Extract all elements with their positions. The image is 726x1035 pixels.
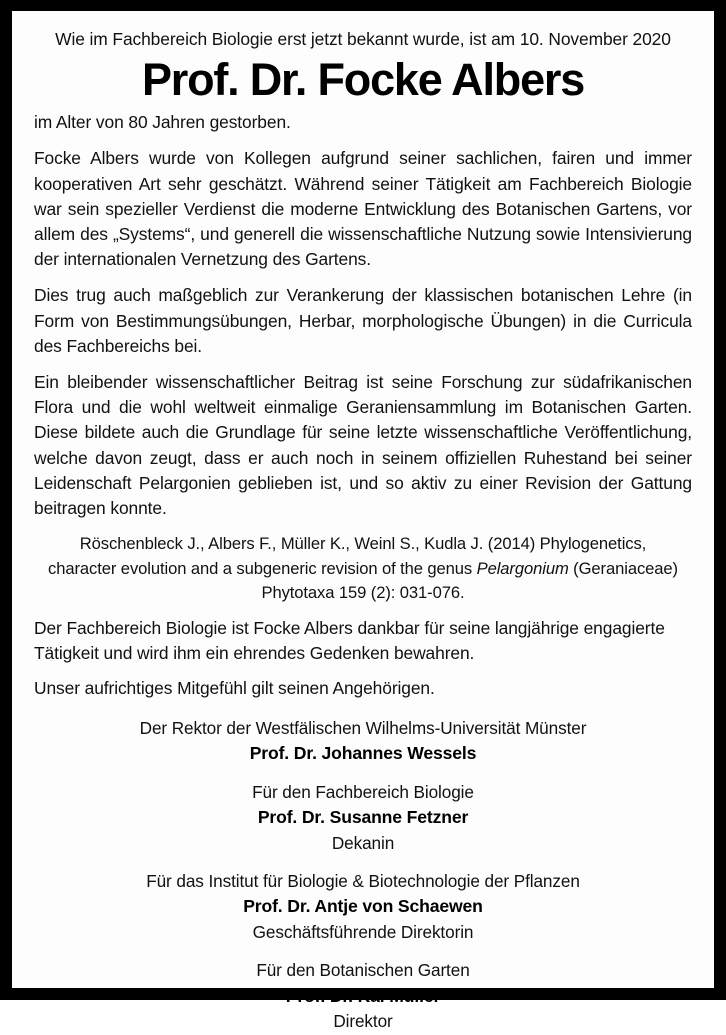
age-of-death-line: im Alter von 80 Jahren gestorben. — [34, 112, 291, 133]
signature-organization: Für den Fachbereich Biologie — [252, 781, 474, 802]
signature-role: Geschäftsführende Direktorin — [252, 922, 474, 943]
obituary-notice — [12, 11, 714, 1032]
condolence-paragraph: Unser aufrichtiges Mitgefühl gilt seinen Angehörigen. — [34, 678, 435, 699]
signature-person: Prof. Dr. Susanne Fetzner — [257, 807, 469, 828]
signature-block-biology-department — [34, 780, 692, 856]
citation-genus-name: Pelargonium — [476, 558, 569, 578]
signature-block-botanical-garden — [34, 958, 692, 1034]
tribute-paragraph: Ein bleibender wissenschaftlicher Beitrag ist seine Forschung zur südafrikanischen Flora und die wohl weltweit einmalige Geraniensammlung im Botanischen Garten. Diese bildete auch die Grundlage für seine letzte wissenschaftliche Veröffentlichung, welche davon zeugt, dass er auch noch in seinem offiziellen Ruhestand bei seiner Leidenschaft Pelargonien geblieben ist, und so aktiv zu einer Revision der Gattung beitragen konnte. — [34, 372, 692, 519]
gratitude-paragraph: Der Fachbereich Biologie ist Focke Albers dankbar für seine langjährige engagierte Tätigkeit und wird ihm ein ehrendes Gedenken bewahren. — [34, 618, 665, 664]
signature-block-plant-biotechnology-institute — [34, 869, 692, 945]
signature-role: Dekanin — [331, 832, 395, 853]
citation-authors-title: Röschenbleck J., Albers F., Müller K., Weinl S., Kudla J. (2014) Phylogenetics, character evolution and a subgeneric revision of the genus — [48, 534, 647, 578]
signature-organization: Für den Botanischen Garten — [256, 960, 470, 981]
publication-citation — [48, 532, 678, 606]
signature-organization: Für das Institut für Biologie & Biotechnologie der Pflanzen — [146, 871, 580, 892]
tribute-paragraph: Focke Albers wurde von Kollegen aufgrund seiner sachlichen, fairen und immer kooperativen Art sehr geschätzt. Während seiner Tätigkeit am Fachbereich Biologie war sein spezieller Verdienst die moderne Entwicklung des Botanischen Gartens, vor allem des „Systems“, und generell die wissenschaftliche Nutzung sowie Intensivierung der internationalen Vernetzung des Gartens. — [34, 148, 692, 270]
signature-person: Prof. Dr. Johannes Wessels — [249, 743, 477, 764]
deceased-name: Prof. Dr. Focke Albers — [141, 54, 585, 106]
citation-journal-reference: (Geraniaceae) Phytotaxa 159 (2): 031-076. — [261, 558, 678, 603]
signature-person: Prof. Dr. Kai Müller — [285, 985, 441, 1006]
signature-role: Direktor — [333, 1011, 393, 1032]
signature-person: Prof. Dr. Antje von Schaewen — [243, 896, 483, 917]
tribute-paragraph: Dies trug auch maßgeblich zur Verankerung der klassischen botanischen Lehre (in Form von Bestimmungsübungen, Herbar, morphologische Übungen) in die Curricula des Fachbereichs bei. — [34, 285, 692, 356]
signature-organization: Der Rektor der Westfälischen Wilhelms-Universität Münster — [139, 717, 587, 738]
announcement-lede: Wie im Fachbereich Biologie erst jetzt bekannt wurde, ist am 10. November 2020 — [55, 29, 671, 49]
signature-block-rector — [34, 716, 692, 767]
